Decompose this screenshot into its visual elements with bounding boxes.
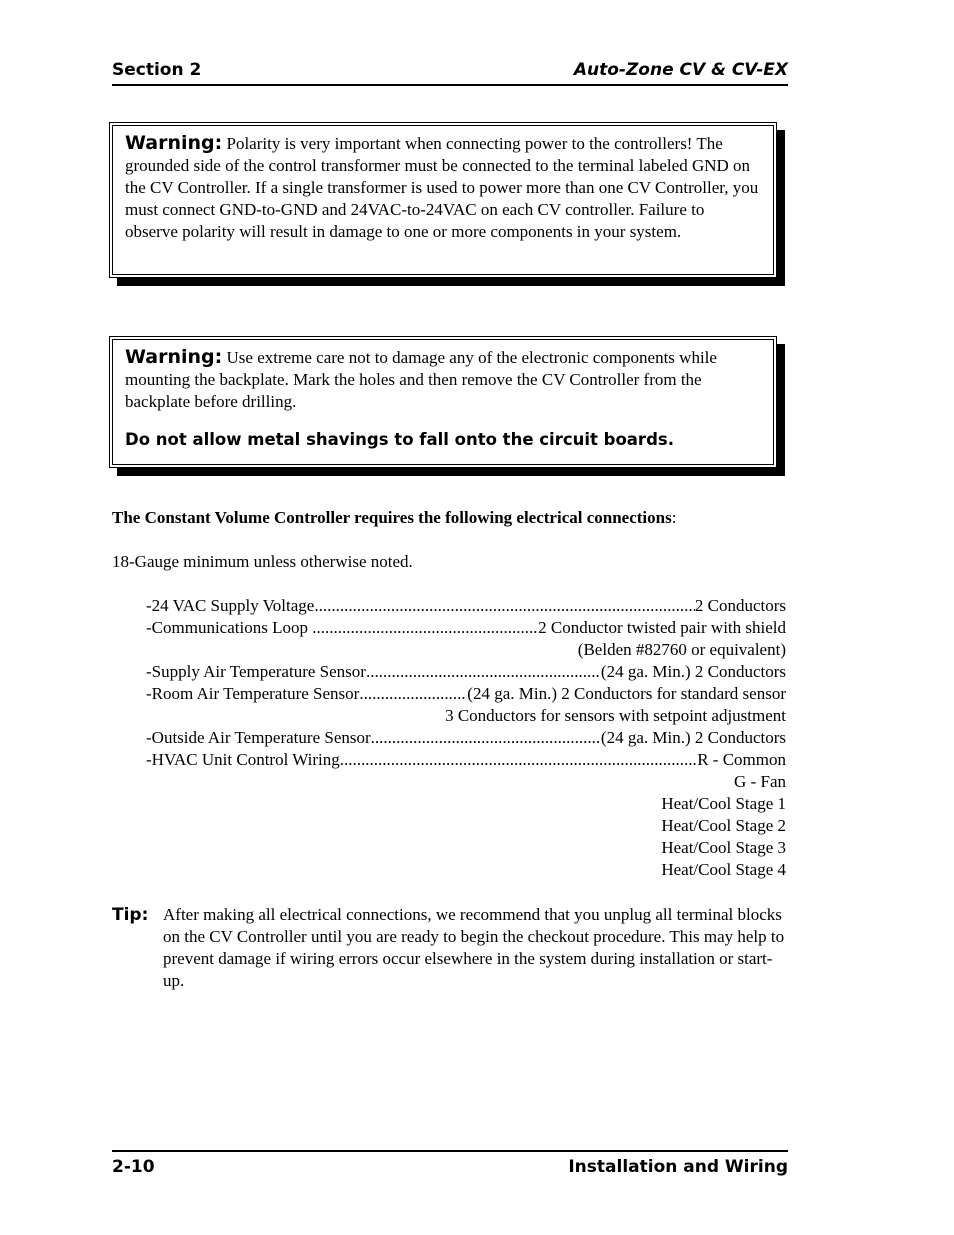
connection-continuation: Heat/Cool Stage 3 [661,838,786,857]
page-number: 2-10 [112,1157,155,1177]
gauge-note: 18-Gauge minimum unless otherwise noted. [112,552,413,571]
list-item [146,661,786,683]
connection-continuation: 3 Conductors for sensors with setpoint adjustment [445,706,786,725]
tip-block [112,904,788,992]
connection-continuation: Heat/Cool Stage 4 [661,860,786,879]
warning-label: Warning: [125,132,223,154]
intro-paragraph [112,507,676,529]
list-item [146,595,786,617]
warning-box-polarity [109,122,777,278]
connection-value: (24 ga. Min.) 2 Conductors [600,728,786,747]
warning-text: Polarity is very important when connecting power to the controllers! The grounded side of the control transformer must be connected to the terminal labeled GND on the CV Controller. If a single transformer is used to power more than one CV Controller, you must connect GND-to-GND and 24VAC-to-24VAC on each CV controller. Failure to observe polarity will result in damage to one or more components in your system. [125,134,759,241]
product-title: Auto-Zone CV & CV-EX [573,60,788,80]
list-item [146,727,786,749]
connection-continuation: G - Fan [734,772,786,791]
connection-continuation: Heat/Cool Stage 2 [661,816,786,835]
list-item [146,617,786,639]
tip-label: Tip: [112,905,149,925]
tip-text: After making all electrical connections, we recommend that you unplug all terminal blocks on the CV Controller until you are ready to begin the checkout procedure. This may help to prevent damage if wiring errors occur elsewhere in the system during installation or start-up. [163,905,785,990]
connection-label: -HVAC Unit Control Wiring [146,750,340,769]
connection-value: 2 Conductors [694,596,786,615]
chapter-title: Installation and Wiring [568,1157,788,1177]
intro-suffix: : [671,508,677,527]
section-label: Section 2 [112,60,202,80]
list-item [146,683,786,705]
connection-value: 2 Conductor twisted pair with shield [538,618,786,637]
connection-label: -24 VAC Supply Voltage [146,596,315,615]
connection-continuation: Heat/Cool Stage 1 [661,794,786,813]
connection-label: -Outside Air Temperature Sensor [146,728,371,747]
warning-text: Use extreme care not to damage any of the electronic components while mounting the backplate. Mark the holes and then remove the CV Controller from the backplate before drilling. [125,348,717,411]
warning-bold-note: Do not allow metal shavings to fall onto the circuit boards. [125,430,674,449]
connection-label: -Room Air Temperature Sensor [146,684,360,703]
connection-label: -Supply Air Temperature Sensor [146,662,366,681]
connection-continuation: (Belden #82760 or equivalent) [577,640,786,659]
intro-bold: The Constant Volume Controller requires the following electrical connections [112,508,672,527]
warning-box-mounting [109,336,777,468]
page-footer [112,1150,788,1177]
warning-label: Warning: [125,346,223,368]
page-header [112,58,788,86]
connection-value: R - Common [697,750,786,769]
connections-list [146,595,786,881]
connection-label: -Communications Loop [146,618,313,637]
connection-value: (24 ga. Min.) 2 Conductors [600,662,786,681]
list-item [146,749,786,771]
connection-value: (24 ga. Min.) 2 Conductors for standard sensor [467,684,786,703]
